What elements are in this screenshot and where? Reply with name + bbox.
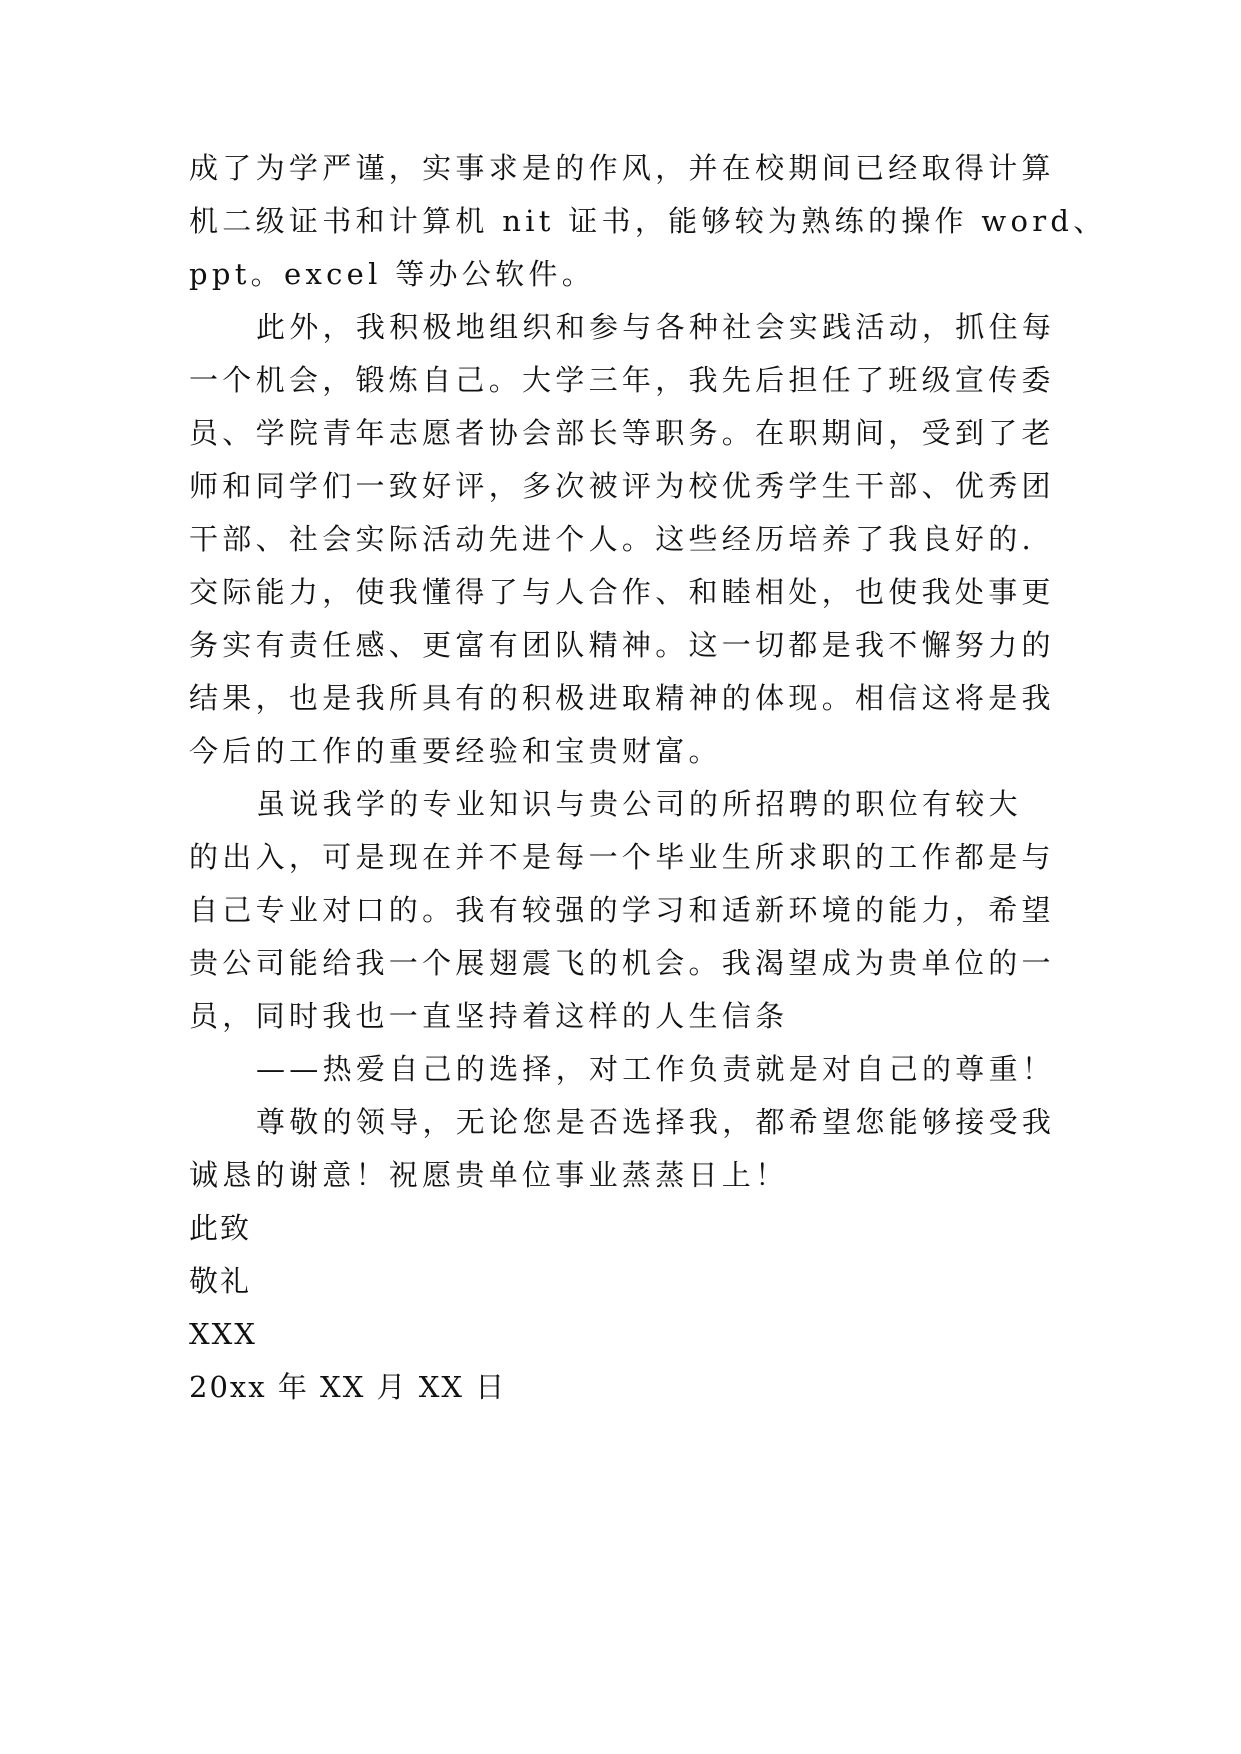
paragraph-3-line-1: 虽说我学的专业知识与贵公司的所招聘的职位有较大 bbox=[256, 787, 1022, 821]
paragraph-3-line-2: 的出入，可是现在并不是每一个毕业生所求职的工作都是与 bbox=[189, 840, 1055, 874]
paragraph-3-line-4: 贵公司能给我一个展翅震飞的机会。我渴望成为贵单位的一 bbox=[189, 946, 1055, 980]
paragraph-2-line-3: 员、学院青年志愿者协会部长等职务。在职期间，受到了老 bbox=[189, 416, 1055, 450]
signature: XXX bbox=[189, 1317, 257, 1351]
paragraph-2-line-6: 交际能力，使我懂得了与人合作、和睦相处，也使我处事更 bbox=[189, 575, 1055, 609]
paragraph-2-line-2: 一个机会，锻炼自己。大学三年，我先后担任了班级宣传委 bbox=[189, 363, 1055, 397]
salutation-ci-zhi: 此致 bbox=[189, 1211, 252, 1245]
paragraph-2-line-8: 结果，也是我所具有的积极进取精神的体现。相信这将是我 bbox=[189, 681, 1055, 715]
paragraph-3-line-3: 自己专业对口的。我有较强的学习和适新环境的能力，希望 bbox=[189, 893, 1055, 927]
paragraph-4-line-2: 诚恳的谢意！祝愿贵单位事业蒸蒸日上！ bbox=[189, 1158, 789, 1192]
paragraph-1-line-3: ppt。excel 等办公软件。 bbox=[189, 257, 595, 291]
paragraph-4-line-1: 尊敬的领导，无论您是否选择我，都希望您能够接受我 bbox=[256, 1105, 1056, 1139]
motto-line: ——热爱自己的选择，对工作负责就是对自己的尊重！ bbox=[256, 1052, 1056, 1086]
paragraph-1-line-1: 成了为学严谨，实事求是的作风，并在校期间已经取得计算 bbox=[189, 151, 1055, 185]
salutation-jing-li: 敬礼 bbox=[189, 1264, 252, 1298]
date: 20xx 年 XX 月 XX 日 bbox=[189, 1370, 507, 1404]
paragraph-2-line-4: 师和同学们一致好评，多次被评为校优秀学生干部、优秀团 bbox=[189, 469, 1055, 503]
paragraph-2-line-5: 干部、社会实际活动先进个人。这些经历培养了我良好的. bbox=[189, 522, 1036, 556]
paragraph-2-line-9: 今后的工作的重要经验和宝贵财富。 bbox=[189, 734, 722, 768]
paragraph-1-line-2: 机二级证书和计算机 nit 证书，能够较为熟练的操作 word、 bbox=[189, 204, 1107, 238]
paragraph-3-line-5: 员，同时我也一直坚持着这样的人生信条 bbox=[189, 999, 789, 1033]
paragraph-2-line-1: 此外，我积极地组织和参与各种社会实践活动，抓住每 bbox=[256, 310, 1056, 344]
paragraph-2-line-7: 务实有责任感、更富有团队精神。这一切都是我不懈努力的 bbox=[189, 628, 1055, 662]
